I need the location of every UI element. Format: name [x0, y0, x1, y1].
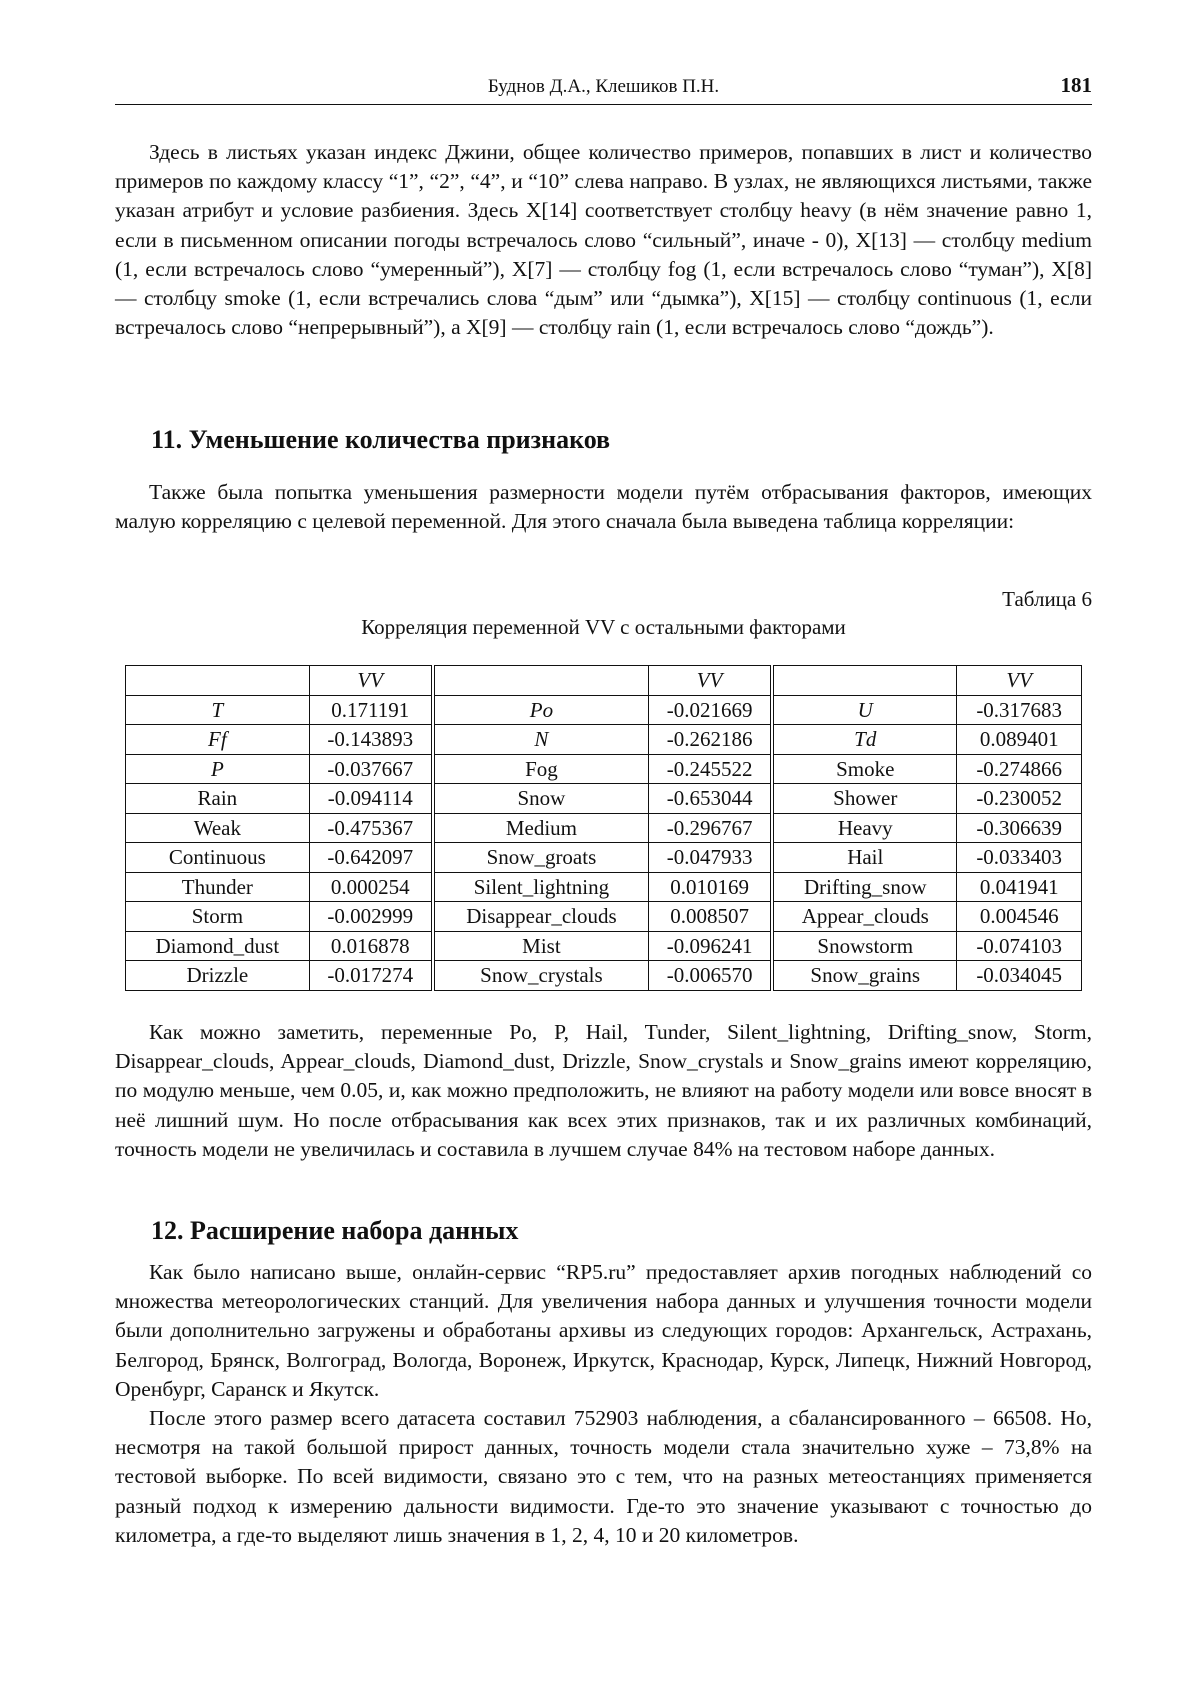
- correlation-value-cell: -0.034045: [957, 961, 1082, 991]
- correlation-value-cell: -0.653044: [649, 784, 773, 814]
- factor-name-cell: Thunder: [126, 872, 310, 902]
- correlation-value-cell: -0.096241: [649, 931, 773, 961]
- factor-name-cell: Hail: [772, 843, 957, 873]
- factor-name-cell: Snow_crystals: [433, 961, 649, 991]
- table-header-vv: VV: [309, 666, 433, 696]
- factor-name-cell: T: [126, 695, 310, 725]
- paragraph-block-4: [115, 1258, 1092, 1550]
- running-header: [115, 72, 1092, 105]
- correlation-value-cell: -0.475367: [309, 813, 433, 843]
- table-header-vv: VV: [957, 666, 1082, 696]
- factor-name-cell: Snow: [433, 784, 649, 814]
- factor-name-cell: Ff: [126, 725, 310, 755]
- table-row: [126, 843, 1082, 873]
- correlation-value-cell: -0.006570: [649, 961, 773, 991]
- factor-name-cell: Td: [772, 725, 957, 755]
- correlation-value-cell: -0.245522: [649, 754, 773, 784]
- correlation-value-cell: -0.230052: [957, 784, 1082, 814]
- correlation-value-cell: -0.021669: [649, 695, 773, 725]
- factor-name-cell: Shower: [772, 784, 957, 814]
- table-header-blank: [126, 666, 310, 696]
- factor-name-cell: N: [433, 725, 649, 755]
- paragraph-block-2: [115, 478, 1092, 536]
- section-heading-11: 11. Уменьшение количества признаков: [151, 425, 611, 454]
- paragraph-block-1: [115, 138, 1092, 342]
- factor-name-cell: Mist: [433, 931, 649, 961]
- paragraph-low-correlation: Как можно заметить, переменные Po, P, Hail, Tunder, Silent_lightning, Drifting_snow, Storm, Disappear_clouds, Appear_clouds, Diamond_dust, Drizzle, Snow_crystals и Snow_grains имеют корреляцию, по модулю меньше, чем 0.05, и, как можно предположить, не влияют на работу модели или вовсе вносят в неё лишний шум. Но после отбрасывания как всех этих признаков, так и их различных комбинаций, точность модели не увеличилась и составила в лучшем случае 84% на тестовом наборе данных.: [115, 1020, 1092, 1161]
- table-header-vv: VV: [649, 666, 773, 696]
- correlation-value-cell: 0.089401: [957, 725, 1082, 755]
- factor-name-cell: P: [126, 754, 310, 784]
- table-row: [126, 961, 1082, 991]
- paragraph-block-3: [115, 1018, 1092, 1164]
- correlation-value-cell: -0.262186: [649, 725, 773, 755]
- correlation-value-cell: -0.037667: [309, 754, 433, 784]
- table-row: [126, 931, 1082, 961]
- table-row: [126, 725, 1082, 755]
- table-row: [126, 813, 1082, 843]
- factor-name-cell: U: [772, 695, 957, 725]
- correlation-value-cell: -0.094114: [309, 784, 433, 814]
- header-authors: Буднов Д.А., Клешиков П.Н.: [487, 76, 720, 97]
- factor-name-cell: Heavy: [772, 813, 957, 843]
- correlation-value-cell: 0.171191: [309, 695, 433, 725]
- section-heading-12: 12. Расширение набора данных: [151, 1216, 519, 1245]
- correlation-value-cell: 0.016878: [309, 931, 433, 961]
- factor-name-cell: Drifting_snow: [772, 872, 957, 902]
- factor-name-cell: Storm: [126, 902, 310, 932]
- table-row: [126, 754, 1082, 784]
- correlation-value-cell: -0.274866: [957, 754, 1082, 784]
- correlation-value-cell: -0.033403: [957, 843, 1082, 873]
- table-caption: [115, 615, 1092, 640]
- factor-name-cell: Weak: [126, 813, 310, 843]
- correlation-value-cell: -0.296767: [649, 813, 773, 843]
- table-header-row: [126, 666, 1082, 696]
- correlation-value-cell: -0.017274: [309, 961, 433, 991]
- correlation-value-cell: -0.047933: [649, 843, 773, 873]
- factor-name-cell: Snowstorm: [772, 931, 957, 961]
- correlation-value-cell: 0.004546: [957, 902, 1082, 932]
- correlation-table-body: [126, 666, 1082, 991]
- correlation-value-cell: -0.306639: [957, 813, 1082, 843]
- page-number: 181: [1060, 73, 1092, 97]
- table-row: [126, 902, 1082, 932]
- paragraph-dataset-expansion: Как было написано выше, онлайн-сервис “RP5.ru” предоставляет архив погодных наблюдений со множества метеорологических станций. Для увеличения набора данных и улучшения точности модели были дополнительно загружены и обработаны архивы из следующих городов: Архангельск, Астрахань, Белгород, Брянск, Волгоград, Вологда, Воронеж, Иркутск, Краснодар, Курск, Липецк, Нижний Новгород, Оренбург, Саранск и Якутск.: [115, 1260, 1092, 1401]
- factor-name-cell: Po: [433, 695, 649, 725]
- factor-name-cell: Medium: [433, 813, 649, 843]
- factor-name-cell: Smoke: [772, 754, 957, 784]
- correlation-value-cell: 0.000254: [309, 872, 433, 902]
- factor-name-cell: Continuous: [126, 843, 310, 873]
- table-row: [126, 872, 1082, 902]
- table-header-blank: [772, 666, 957, 696]
- correlation-value-cell: 0.008507: [649, 902, 773, 932]
- correlation-value-cell: -0.642097: [309, 843, 433, 873]
- factor-name-cell: Snow_grains: [772, 961, 957, 991]
- table-row: [126, 695, 1082, 725]
- correlation-value-cell: -0.317683: [957, 695, 1082, 725]
- factor-name-cell: Fog: [433, 754, 649, 784]
- correlation-value-cell: -0.002999: [309, 902, 433, 932]
- table-caption-text: Корреляция переменной VV с остальными факторами: [361, 615, 846, 639]
- table-header-blank: [433, 666, 649, 696]
- table-label: Таблица 6: [1002, 587, 1092, 611]
- correlation-value-cell: -0.143893: [309, 725, 433, 755]
- factor-name-cell: Drizzle: [126, 961, 310, 991]
- correlation-value-cell: 0.041941: [957, 872, 1082, 902]
- factor-name-cell: Diamond_dust: [126, 931, 310, 961]
- paragraph-tree-description: Здесь в листьях указан индекс Джини, общее количество примеров, попавших в лист и количество примеров по каждому классу “1”, “2”, “4”, и “10” слева направо. В узлах, не являющихся листьями, также указан атрибут и условие разбиения. Здесь X[14] соответствует столбцу heavy (в нём значение равно 1, если в письменном описании погоды встречалось слово “сильный”, иначе - 0), X[13] — столбцу medium (1, если встречалось слово “умеренный”), X[7] — столбцу fog (1, если встречалось слово “туман”), X[8] — столбцу smoke (1, если встречались слова “дым” или “дымка”), X[15] — столбцу continuous (1, если встречалось слово “непрерывный”), а X[9] — столбцу rain (1, если встречалось слово “дождь”).: [115, 140, 1092, 340]
- factor-name-cell: Rain: [126, 784, 310, 814]
- table-row: [126, 784, 1082, 814]
- paragraph-feature-reduction: Также была попытка уменьшения размерности модели путём отбрасывания факторов, имеющих малую корреляцию с целевой переменной. Для этого сначала была выведена таблица корреляции:: [115, 480, 1092, 534]
- correlation-table: [125, 665, 1082, 991]
- correlation-value-cell: -0.074103: [957, 931, 1082, 961]
- factor-name-cell: Snow_groats: [433, 843, 649, 873]
- factor-name-cell: Appear_clouds: [772, 902, 957, 932]
- paragraph-dataset-result: После этого размер всего датасета составил 752903 наблюдения, а сбалансированного – 66508. Но, несмотря на такой большой прирост данных, точность модели стала значительно хуже – 73,8% на тестовой выборке. По всей видимости, связано это с тем, что на разных метеостанциях применяется разный подход к измерению дальности видимости. Где-то это значение указывают с точностью до километра, а где-то выделяют лишь значения в 1, 2, 4, 10 и 20 километров.: [115, 1406, 1092, 1547]
- factor-name-cell: Disappear_clouds: [433, 902, 649, 932]
- factor-name-cell: Silent_lightning: [433, 872, 649, 902]
- correlation-value-cell: 0.010169: [649, 872, 773, 902]
